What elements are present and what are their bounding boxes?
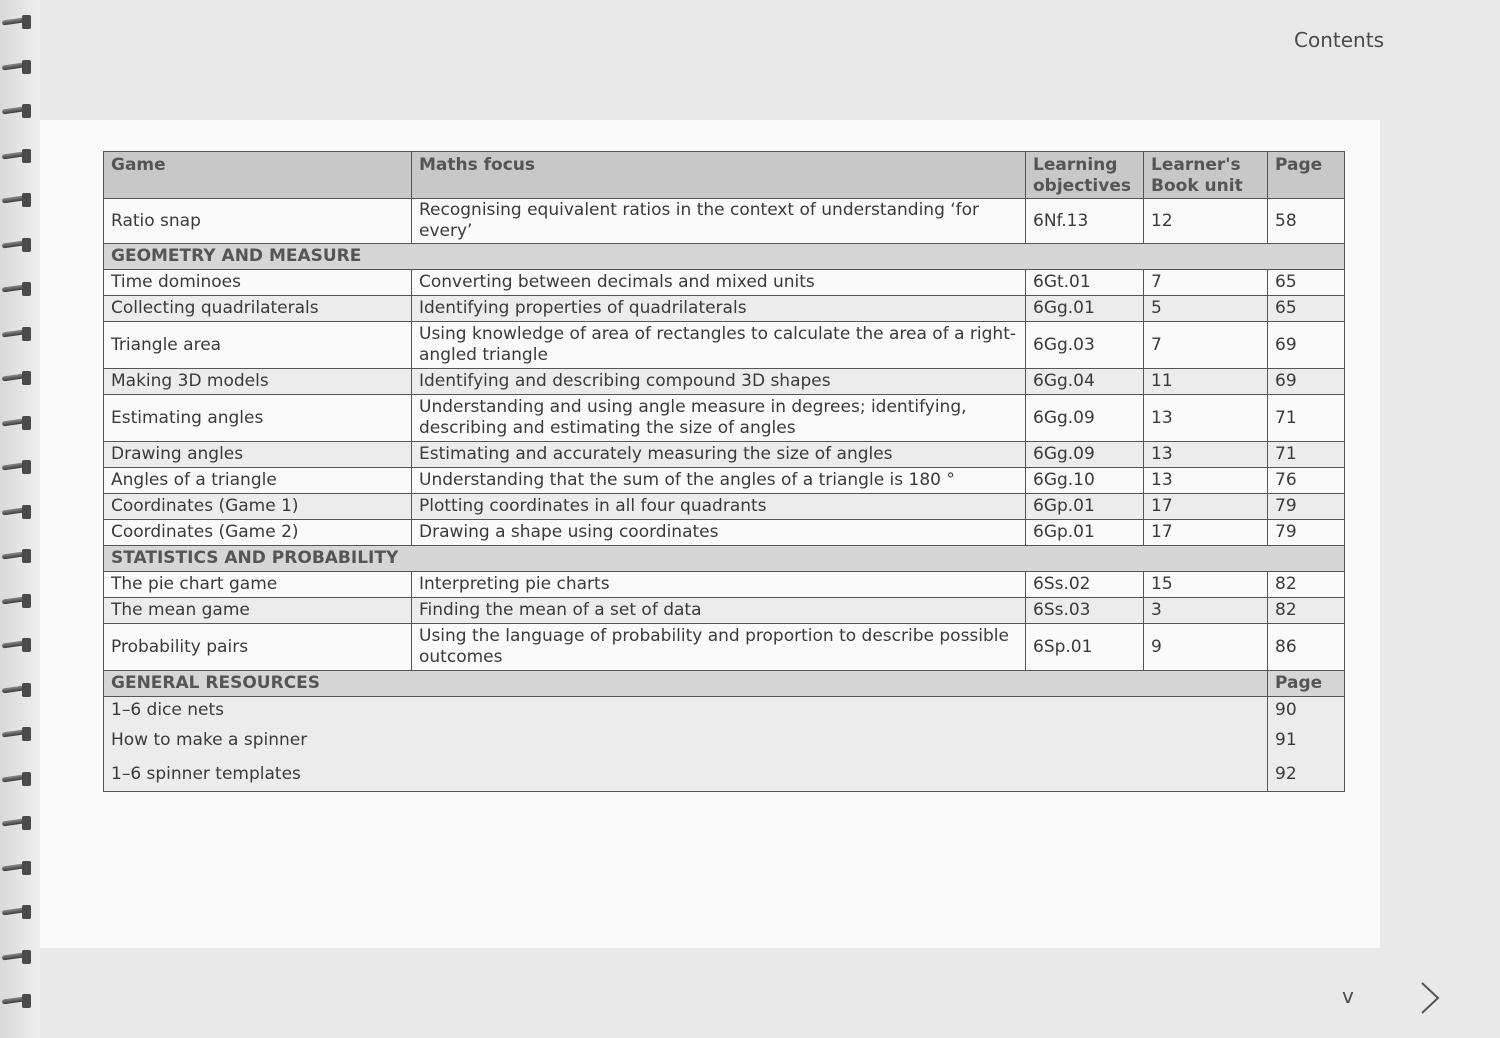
- binding-ring: [2, 905, 32, 921]
- learning-objective-cell: 6Gg.09: [1026, 442, 1144, 468]
- table-body: [104, 199, 1345, 792]
- learning-objective-cell: 6Gg.04: [1026, 369, 1144, 395]
- binding-ring: [2, 594, 32, 610]
- game-cell: Making 3D models: [104, 369, 412, 395]
- column-header-learning-objectives: Learning objectives: [1026, 152, 1144, 199]
- binding-ring: [2, 238, 32, 254]
- page-cell: 65: [1268, 270, 1345, 296]
- learning-objective-cell: 6Gg.10: [1026, 468, 1144, 494]
- page-cell: 82: [1268, 598, 1345, 624]
- learning-objective-cell: 6Gg.03: [1026, 322, 1144, 369]
- learning-objective-cell: 6Gp.01: [1026, 520, 1144, 546]
- game-cell: Angles of a triangle: [104, 468, 412, 494]
- book-unit-cell: 12: [1144, 199, 1268, 244]
- learning-objective-cell: 6Gp.01: [1026, 494, 1144, 520]
- binding-ring: [2, 193, 32, 209]
- game-cell: The mean game: [104, 598, 412, 624]
- contents-table: [103, 151, 1345, 792]
- table-row: [104, 520, 1345, 546]
- resource-name: 1–6 dice nets: [104, 697, 1268, 724]
- column-header-page: Page: [1268, 152, 1345, 199]
- table-row: [104, 624, 1345, 671]
- book-unit-cell: 11: [1144, 369, 1268, 395]
- game-cell: Coordinates (Game 2): [104, 520, 412, 546]
- learning-objective-cell: 6Gg.09: [1026, 395, 1144, 442]
- table-row: [104, 494, 1345, 520]
- page-cell: 69: [1268, 322, 1345, 369]
- section-heading-row: [104, 546, 1345, 572]
- resource-page: 90: [1268, 697, 1345, 724]
- page-cell: 65: [1268, 296, 1345, 322]
- game-cell: Collecting quadrilaterals: [104, 296, 412, 322]
- maths-focus-cell: Converting between decimals and mixed units: [412, 270, 1026, 296]
- resource-row: [104, 757, 1345, 792]
- learning-objective-cell: 6Nf.13: [1026, 199, 1144, 244]
- binding-ring: [2, 549, 32, 565]
- binding-ring: [2, 994, 32, 1010]
- maths-focus-cell: Drawing a shape using coordinates: [412, 520, 1026, 546]
- table-row: [104, 395, 1345, 442]
- page-cell: 86: [1268, 624, 1345, 671]
- book-unit-cell: 13: [1144, 468, 1268, 494]
- page-cell: 71: [1268, 395, 1345, 442]
- binding-ring: [2, 683, 32, 699]
- resources-page-header: Page: [1268, 671, 1345, 697]
- column-header-maths-focus: Maths focus: [412, 152, 1026, 199]
- maths-focus-cell: Identifying and describing compound 3D shapes: [412, 369, 1026, 395]
- maths-focus-cell: Interpreting pie charts: [412, 572, 1026, 598]
- resource-row: [104, 723, 1345, 757]
- resource-page: 91: [1268, 723, 1345, 757]
- game-cell: Estimating angles: [104, 395, 412, 442]
- game-cell: Time dominoes: [104, 270, 412, 296]
- learning-objective-cell: 6Ss.02: [1026, 572, 1144, 598]
- resource-page: 92: [1268, 757, 1345, 792]
- maths-focus-cell: Finding the mean of a set of data: [412, 598, 1026, 624]
- column-header-book-unit: Learner's Book unit: [1144, 152, 1268, 199]
- maths-focus-cell: Identifying properties of quadrilaterals: [412, 296, 1026, 322]
- spiral-binding: [0, 0, 40, 1038]
- table-row: [104, 572, 1345, 598]
- binding-ring: [2, 460, 32, 476]
- maths-focus-cell: Understanding that the sum of the angles of a triangle is 180 °: [412, 468, 1026, 494]
- table-row: [104, 322, 1345, 369]
- game-cell: The pie chart game: [104, 572, 412, 598]
- book-unit-cell: 3: [1144, 598, 1268, 624]
- learning-objective-cell: 6Gt.01: [1026, 270, 1144, 296]
- binding-ring: [2, 327, 32, 343]
- binding-ring: [2, 371, 32, 387]
- maths-focus-cell: Using the language of probability and proportion to describe possible outcomes: [412, 624, 1026, 671]
- book-unit-cell: 13: [1144, 442, 1268, 468]
- game-cell: Coordinates (Game 1): [104, 494, 412, 520]
- table-row: [104, 442, 1345, 468]
- table-row: [104, 369, 1345, 395]
- contents-page: [40, 120, 1380, 948]
- page-number: v: [1342, 984, 1354, 1008]
- section-title: Contents: [1294, 28, 1384, 52]
- resource-row: [104, 697, 1345, 724]
- maths-focus-cell: Plotting coordinates in all four quadrants: [412, 494, 1026, 520]
- book-unit-cell: 7: [1144, 322, 1268, 369]
- table-row: [104, 199, 1345, 244]
- column-header-game: Game: [104, 152, 412, 199]
- book-unit-cell: 5: [1144, 296, 1268, 322]
- game-cell: Ratio snap: [104, 199, 412, 244]
- game-cell: Probability pairs: [104, 624, 412, 671]
- binding-ring: [2, 816, 32, 832]
- book-unit-cell: 17: [1144, 494, 1268, 520]
- binding-ring: [2, 861, 32, 877]
- game-cell: Drawing angles: [104, 442, 412, 468]
- maths-focus-cell: Understanding and using angle measure in degrees; identifying, describing and estimating the size of angles: [412, 395, 1026, 442]
- learning-objective-cell: 6Ss.03: [1026, 598, 1144, 624]
- binding-ring: [2, 149, 32, 165]
- page-cell: 69: [1268, 369, 1345, 395]
- page-cell: 79: [1268, 520, 1345, 546]
- chevron-right-icon[interactable]: [1418, 980, 1442, 1016]
- resources-heading-row: [104, 671, 1345, 697]
- binding-ring: [2, 60, 32, 76]
- page-cell: 58: [1268, 199, 1345, 244]
- section-heading-row: [104, 244, 1345, 270]
- resource-name: 1–6 spinner templates: [104, 757, 1268, 792]
- resource-name: How to make a spinner: [104, 723, 1268, 757]
- book-unit-cell: 15: [1144, 572, 1268, 598]
- page-cell: 76: [1268, 468, 1345, 494]
- binding-ring: [2, 282, 32, 298]
- page-cell: 71: [1268, 442, 1345, 468]
- binding-ring: [2, 15, 32, 31]
- binding-ring: [2, 104, 32, 120]
- binding-ring: [2, 638, 32, 654]
- table-header-row: [104, 152, 1345, 199]
- section-heading: STATISTICS AND PROBABILITY: [104, 546, 1345, 572]
- book-unit-cell: 9: [1144, 624, 1268, 671]
- table-row: [104, 270, 1345, 296]
- binding-ring: [2, 727, 32, 743]
- binding-ring: [2, 950, 32, 966]
- game-cell: Triangle area: [104, 322, 412, 369]
- maths-focus-cell: Estimating and accurately measuring the size of angles: [412, 442, 1026, 468]
- section-heading: GEOMETRY AND MEASURE: [104, 244, 1345, 270]
- book-unit-cell: 7: [1144, 270, 1268, 296]
- table-row: [104, 598, 1345, 624]
- book-unit-cell: 13: [1144, 395, 1268, 442]
- binding-ring: [2, 416, 32, 432]
- learning-objective-cell: 6Sp.01: [1026, 624, 1144, 671]
- binding-ring: [2, 772, 32, 788]
- resources-heading: GENERAL RESOURCES: [104, 671, 1268, 697]
- page-cell: 79: [1268, 494, 1345, 520]
- binding-ring: [2, 505, 32, 521]
- learning-objective-cell: 6Gg.01: [1026, 296, 1144, 322]
- table-row: [104, 468, 1345, 494]
- maths-focus-cell: Recognising equivalent ratios in the context of understanding ‘for every’: [412, 199, 1026, 244]
- page-cell: 82: [1268, 572, 1345, 598]
- table-row: [104, 296, 1345, 322]
- maths-focus-cell: Using knowledge of area of rectangles to calculate the area of a right-angled triangle: [412, 322, 1026, 369]
- book-unit-cell: 17: [1144, 520, 1268, 546]
